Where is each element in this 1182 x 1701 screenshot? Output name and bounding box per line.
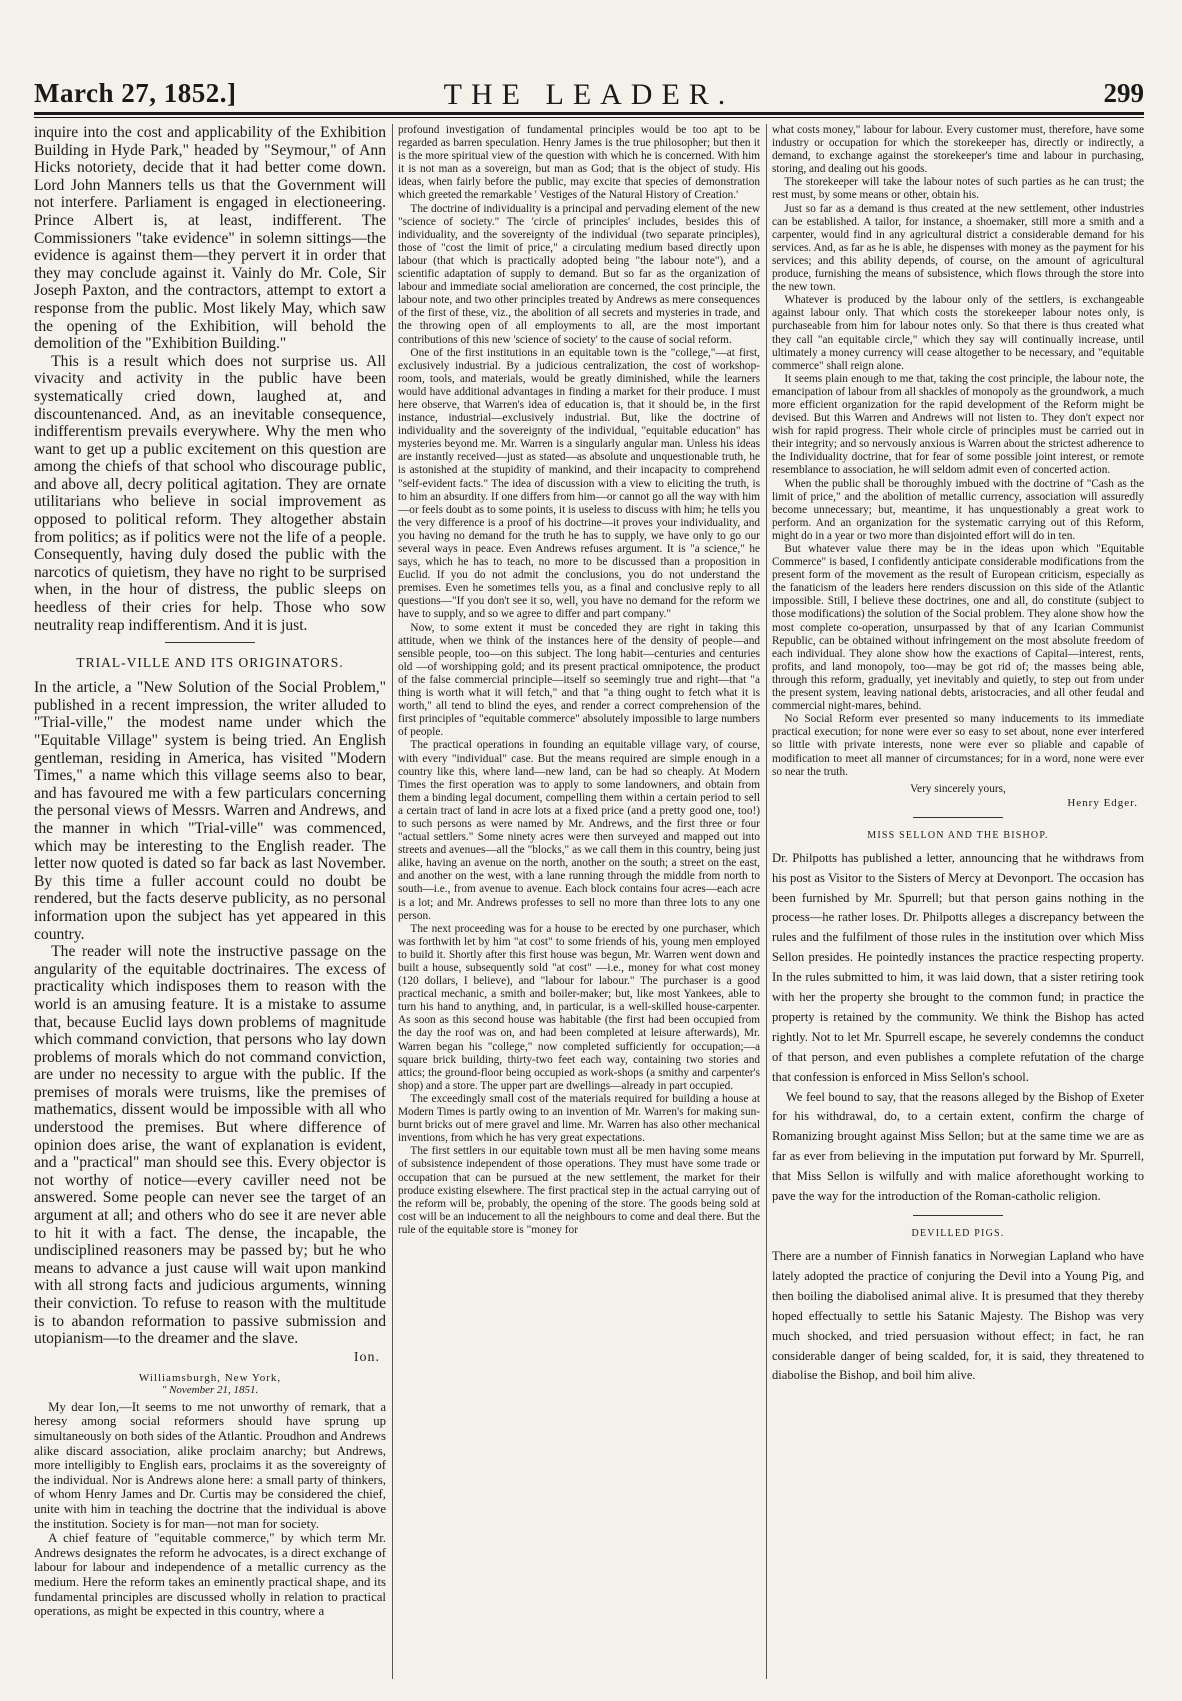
column-divider-1 xyxy=(392,124,393,1679)
body-paragraph: The doctrine of individuality is a principal and pervading element of the new "science of society." The 'circle of principles' includes, besides this of individuality, and the sovereignty of the individual (two separate principles), those of "cost the limit of price," a circulating medium based directly upon labour (that which is practically adopted being "the labour note"), and a scientific adaptation of supply to demand. But so far as the organization of labour and immediate social amelioration are concerned, the cost principle, the labour note, and two other principles treated by Andrews as mere consequences of the first of these, viz., the abolition of all secrets and mysteries in trade, and the throwing open of all employments to all, are the most important contributions of this new 'science of society' to the cause of social reform. xyxy=(398,202,760,346)
newspaper-title: THE LEADER. xyxy=(443,78,735,111)
column-right xyxy=(772,124,1144,1684)
article-heading-sellon: MISS SELLON AND THE BISHOP. xyxy=(867,829,1049,841)
article-heading-trialville: TRIAL-VILLE AND ITS ORIGINATORS. xyxy=(76,655,344,671)
body-paragraph: But whatever value there may be in the ideas upon which "Equitable Commerce" is based, I confidently anticipate considerable modifications from the present form of the movement as the result of European criticism, especially as the fanaticism of the leaders here renders discussion on this side of the Atlantic impossible. Still, I believe these doctrines, one and all, do constitute (subject to those modifications) the solution of the Social problem. They alone show how the most complete co-operation, unsurpassed by that of any Icarian Communist Republic, can be obtained without infringement on the most absolute freedom of each individual. They alone show how the exactions of Capital—interest, rents, profits, and land monopoly, too—may be got rid of; the masses being able, through this reform, gradually, yet inevitably and quietly, to step out from under the present system, leaving national debts, aristocracies, and all other feudal and commercial night-mares, behind. xyxy=(772,543,1144,713)
body-paragraph: It seems plain enough to me that, taking the cost principle, the labour note, the emancipation of labour from all shackles of monopoly as the groundwork, a much more efficient organization for the rapid development of the Reform might be devised. But this Warren and Andrews will not listen to. They don't expect nor wish for rapid progress. Their whole circle of principles must be carried out in their integrity; and so nervously anxious is Warren about the strictest adherence to the Individuality doctrine, that for fear of some possible joint interest, or remote resemblance to association, he will seldom admit even of concerted action. xyxy=(772,372,1144,477)
column-left xyxy=(34,124,386,1684)
body-paragraph: what costs money," labour for labour. Every customer must, therefore, have some industry or occupation for which the storekeeper has, directly or indirectly, a demand, to exchange against the storekeeper's time and labour in purchasing, storing, and dealing out his goods. xyxy=(772,124,1144,176)
body-paragraph: The reader will note the instructive passage on the angularity of the equitable doctrinaires. The excess of practicality which indisposes them to reason with the world is an amusing feature. It is a mistake to assume that, because Euclid lays down problems of magnitude which command conviction, that persons who lay down problems of morals which do not command conviction, are under no necessity to argue with the public. If the premises of morals were truisms, like the premises of mathematics, dissent would be impossible with all who understood the premises. But where difference of opinion does arise, the want of explanation is evident, and a "practical" man should see this. Every objector is not worthy of notice—every caviller need not be answered. Some people can never see the target of an argument at all; and others who do see it are never able to hit it with a fact. The dense, the incapable, the undisciplined reasoners may be passed by; but he who means to advance a just cause will wait upon mankind with all strong facts and judicious arguments, winning their conviction. To refuse to reason with the multitude is to abandon reformation to passive submission and utopianism—to the dreamer and the slave. xyxy=(34,943,386,1348)
body-paragraph: In the article, a "New Solution of the Social Problem," published in a recent impression, the writer alluded to "Trial-ville," the modest name under which the "Equitable Village" system is being tried. An English gentleman, residing in America, has visited "Modern Times," a name which this village seems also to bear, and has favoured me with a few particulars concerning the personal views of Messrs. Warren and Andrews, and the manner in which "Trial-ville" was commenced, which may be interesting to the English reader. The letter now quoted is dated so far back as last November. By this time a fuller account could no doubt be rendered, but the facts deserve publicity, as no personal information upon the subject has yet appeared in this country. xyxy=(34,679,386,943)
letter-dateline: Williamsburgh, New York, xyxy=(138,1371,282,1384)
article-pigs xyxy=(772,1247,1144,1386)
body-paragraph: When the public shall be thoroughly imbued with the doctrine of "Cash as the limit of price," and the abolition of metallic currency, association will assuredly become unnecessary; but, meantime, it has unquestionably a great work to perform. And an organization for the systematic carrying out of this Reform, might do in a year or two more than disjointed effort will do in ten. xyxy=(772,477,1144,542)
body-paragraph: The storekeeper will take the labour notes of such parties as he can trust; the rest must, by some means or other, obtain his. xyxy=(772,176,1144,202)
masthead-rule-thick xyxy=(34,112,1144,115)
body-paragraph: profound investigation of fundamental principles would be too apt to be regarded as barren speculation. Henry James is the true philosopher; but then it is the more spiritual view of the question with which he is concerned. With him it is not man as a sovereign, but man as God; that is the object of study. His ideas, when fairly before the public, may excite that species of demonstration which greeted the remarkable ' Vestiges of the Natural History of Creation.' xyxy=(398,124,760,202)
page-number: 299 xyxy=(1103,78,1144,108)
body-paragraph: Just so far as a demand is thus created at the new settlement, other industries can be established. A tailor, for instance, a shoemaker, still more a smith and a carpenter, would find in any agricultural district a considerable demand for his services. And, as far as he is able, he dispenses with money as the payment for his services; and this ability depends, of course, on the amount of agricultural produce, furnishing the means of subsistence, which flows through the store into the new town. xyxy=(772,202,1144,294)
body-paragraph: The exceedingly small cost of the materials required for building a house at Modern Times is partly owing to an invention of Mr. Warren's for making sun-burnt bricks out of mere gravel and lime. Mr. Warren has also other mechanical inventions, from which he has very great expectations. xyxy=(398,1092,760,1145)
column-middle xyxy=(398,124,760,1684)
body-paragraph: The practical operations in founding an equitable village vary, of course, with every "individual" case. But the means required are simple enough in a country like this, where land—new land, can be had so cheaply. At Modern Times the first operation was to apply to some landowners, and obtain from them a binding legal document, compelling them within a certain period to sell a certain tract of land in acre lots at a fixed price (and a pretty good one, too!) to such persons as were named by Mr. Andrews, and the first three or four "actual settlers." Some ninety acres were then surveyed and mapped out into streets and avenues—all the "blocks," as we call them in this country, being just alike, having an avenue on the north, another on the south; a street on the east, and another on the west, with a lane running through the middle from north to south—i.e., from avenue to avenue. Each block contains four acres—each acre is a lot; and Mr. Andrews professes to sell no more than three lots to any one person. xyxy=(398,739,760,922)
body-paragraph: There are a number of Finnish fanatics in Norwegian Lapland who have lately adopted the practice of conjuring the Devil into a Young Pig, and then boiling the diabolised animal alive. It is presumed that they thereby hoped effectually to settle his Satanic Majesty. The Bishop was very much shocked, and tried persuasion without effect; in fact, he ran considerable danger of being scalded, for, it is said, they threatened to diabolise the Bishop, and boil him alive. xyxy=(772,1249,1144,1383)
article-sellon xyxy=(772,849,1144,1207)
masthead xyxy=(34,78,1144,112)
letter-signature: Henry Edger. xyxy=(1067,796,1138,809)
article-signature: Ion. xyxy=(353,1349,380,1365)
section-rule xyxy=(165,642,255,643)
body-paragraph: inquire into the cost and applicability of the Exhibition Building in Hyde Park," headed by "Seymour," of Ann Hicks notoriety, decide that it had better come down. Lord John Manners tells us that the Government will not interfere. Parliament is engaged in electioneering. Prince Albert is, at least, indifferent. The Commissioners "take evidence" in solemn sittings—the evidence is against them—they pervert it in order that they may conclude against it. Vainly do Mr. Cole, Sir Joseph Paxton, and the contractors, attempt to extort a response from the public. Most likely May, which saw the opening of the Exhibition, will behold the demolition of the "Exhibition Building." xyxy=(34,124,386,353)
section-rule xyxy=(913,1215,1003,1216)
issue-date: March 27, 1852.] xyxy=(34,78,237,108)
column-divider-2 xyxy=(766,124,767,1679)
section-rule xyxy=(913,817,1003,818)
body-paragraph: The next proceeding was for a house to be erected by one purchaser, which was forthwith let by him "at cost" to some friends of his, young men employed to build it. Shortly after this first house was begun, Mr. Warren went down and built a house, subsequently sold "at cost" —i.e., money for what cost money (120 dollars, I believe), and "labour for labour." The purchaser is a good practical mechanic, a smith and boiler-maker; but, like most Yankees, able to turn his hand to anything, and, in particular, is a well-skilled house-carpenter. As soon as this second house was habitable (the first had been occupied from the day the roof was on, and had been completed at leisure afterwards), Mr. Warren began his "college," now completed sufficiently for occupation;—a square brick building, thirty-two feet each way, containing two stories and attics; the ground-floor being occupied as work-shops (a smithy and carpenter's shop) and a store. The upper part are dwellings—already in part occupied. xyxy=(398,922,760,1092)
body-paragraph: One of the first institutions in an equitable town is the "college,"—at first, exclusively industrial. By a judicious centralization, the cost of workshop-room, tools, and materials, would be greatly diminished, while the learners would have additional advantages in finding a market for their produce. I must here observe, that Warren's idea of education is, that it should be, in the first instance, industrial—exclusively industrial. But, like the doctrine of individuality and the sovereignty of the individual, "equitable education" has mysteries beyond me. Mr. Warren is a singularly angular man. Unless his ideas are instantly received—just as stated—as absolute and unquestionable truth, he is astonished at the stupidity of mankind, and their incapacity to comprehend "self-evident facts." The idea of discussion with a view to eliciting the truth, is to him an absurdity. If one differs from him—or cannot go all the way with him—or feels doubt as to some points, it is useless to discuss with him; he tells you the very difference is a proof of his doctrine—it proves your individuality, and you having no demand for the truth he has to supply, we have only to go our several ways in peace. Even Andrews refuses argument. It is "a science," he says, which he has to teach, no more to be discussed than a proposition in Euclid. If you do not admit the conclusions, you do not understand the premises. Even he sometimes tells you, as a final and conclusive reply to all questions—"If you don't see it so, well, you have no demand for the reform we have to supply, and so we agree to differ and part company." xyxy=(398,346,760,621)
body-paragraph: No Social Reform ever presented so many inducements to its immediate practical execution; for none were ever so easy to set about, none ever interfered so little with private interests, none were ever so pliable and capable of modification to meet all manner of circumstances; for in a word, none were ever so near the truth. xyxy=(772,713,1144,778)
body-paragraph: We feel bound to say, that the reasons alleged by the Bishop of Exeter for his withdrawal, do, to a certain extent, confirm the charge of Romanizing brought against Miss Sellon; but at the same time we are as far as ever from believing in the imputation put forward by Mr. Spurrell, that Miss Sellon is wilfully and with malice aforethought working to pave the way for the introduction of the Roman-catholic religion. xyxy=(772,1089,1144,1204)
letter-paragraph: My dear Ion,—It seems to me not unworthy of remark, that a heresy among social reformers should have sprung up simultaneously on both sides of the Atlantic. Proudhon and Andrews alike discard association, alike proclaim anarchy; but Andrews, more intelligibly to English ears, proclaims it as the sovereignty of the individual. Nor is Andrews alone here: a small party of thinkers, of whom Henry James and Dr. Curtis may be considered the chief, unite with him in teaching the doctrine that the individual is above the institution. Society is for man—not man for society. xyxy=(34,1399,386,1531)
masthead-rule-thin xyxy=(34,117,1144,118)
article-heading-pigs: DEVILLED PIGS. xyxy=(911,1228,1005,1239)
letter-body xyxy=(34,1400,386,1619)
body-paragraph: The first settlers in our equitable town must all be men having some means of subsistence independent of those operations. They must have some trade or occupation that can be pursued at the new settlement, the market for their produce existing elsewhere. The first practical step in the actual carrying out of the reform will be, probably, the opening of the store. The goods being sold at cost will be an inducement to all the neighbours to come and deal there. But the rule of the equitable store is "money for xyxy=(398,1145,760,1236)
body-paragraph: Dr. Philpotts has published a letter, announcing that he withdraws from his post as Visitor to the Sisters of Mercy at Devonport. The occasion has been furnished by Mr. Spurrell; but that person gains nothing in the process—he rather loses. Dr. Philpotts alleges a discrepancy between the rules and the fulfilment of those rules in the institution over which Miss Sellon presides. He pointedly instances the practice respecting property. In the rules submitted to him, it was laid down, that a sister retiring took with her the property she brought to the common fund; in practice the property is retained by the community. We think the Bishop has acted rightly. Not to let Mr. Spurrell escape, he severely condemns the conduct of that person, and even publishes a complete refutation of the charge that confession is enforced in Miss Sellon's school. xyxy=(772,850,1144,1084)
letter-date: " November 21, 1851. xyxy=(161,1383,259,1396)
body-paragraph: Now, to some extent it must be conceded they are right in taking this attitude, when we think of the instances here of the density of people—and sensible people, too—on this subject. The long habit—centuries and centuries old —of worshipping gold; and its present practical omnipotence, the product of the false commercial principle—itself so seemingly true and right—that "a thing is worth what it will fetch," and that "a thing ought to fetch what it is worth," all tend to blind the eyes, and render a correct comprehension of the first principles of "equitable commerce" absolutely impossible to large numbers of people. xyxy=(398,621,760,739)
body-paragraph: This is a result which does not surprise us. All vivacity and activity in the public have been systematically cried down, laughed at, and discountenanced. And, as an inevitable consequence, indifferentism prevails everywhere. Why the men who want to get up a public excitement on this question are among the chiefs of that school who discourage public, and above all, decry political agitation. They are ornate utilitarians who believe in social improvement as opposed to political reform. They altogether abstain from politics; as if politics were not the life of a people. Consequently, having duly dosed the public with the narcotics of quietism, they have no right to be surprised when, in the hour of distress, the public sleeps on heedless of their cries for help. Those who sow neutrality reap indifferentism. And it is just. xyxy=(34,352,386,634)
letter-paragraph: A chief feature of "equitable commerce," by which term Mr. Andrews designates the reform he advocates, is a direct exchange of labour for labour and independence of a metallic currency as the medium. Here the reform takes an eminently practical shape, and its fundamental principles are discussed wholly in relation to practical operations, as might be expected in this country, where a xyxy=(34,1531,386,1619)
letter-closing: Very sincerely yours, xyxy=(910,782,1006,795)
body-paragraph: Whatever is produced by the labour only of the settlers, is exchangeable against labour only. That which costs the storekeeper labour notes only, is purchaseable from him for labour notes only. So that there is thus created what they call "an equitable circle," which they say will continually increase, until ultimately a money currency will cease altogether to be necessary, and "equitable commerce" shall reign alone. xyxy=(772,294,1144,372)
